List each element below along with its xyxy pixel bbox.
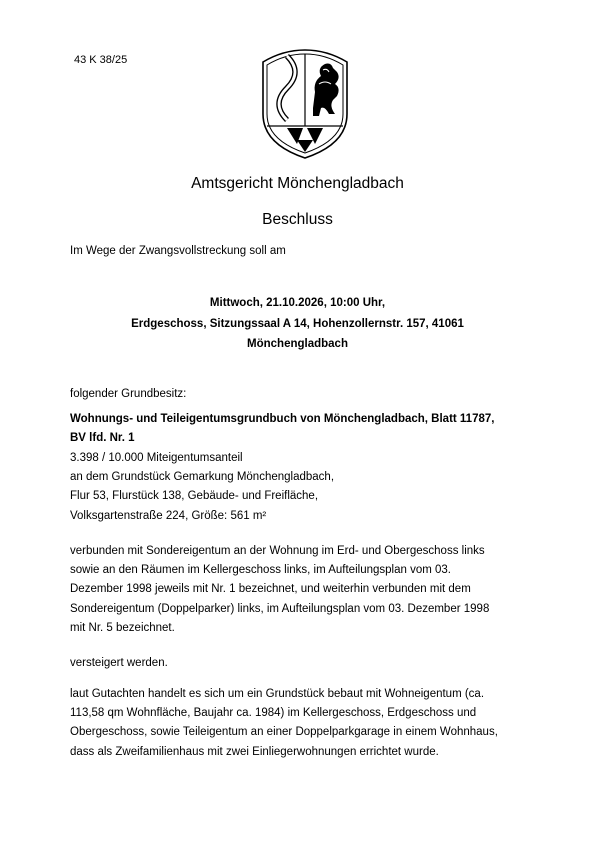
coat-of-arms-icon: [257, 44, 353, 160]
paragraph-line: laut Gutachten handelt es sich um ein Grundstück bebaut mit Wohneigentum (ca.: [70, 688, 485, 700]
appointment-block: [0, 293, 595, 355]
case-number: 43 K 38/25: [74, 54, 128, 66]
land-register-heading-line: BV lfd. Nr. 1: [70, 432, 135, 445]
appointment-date: Mittwoch, 21.10.2026, 10:00 Uhr,: [209, 297, 386, 309]
property-description: [70, 449, 550, 526]
paragraph-line: Dezember 1998 jeweils mit Nr. 1 bezeichnet, und weiterhin verbunden mit dem: [70, 583, 471, 596]
paragraph-line: mit Nr. 5 bezeichnet.: [70, 621, 175, 634]
property-line: 3.398 / 10.000 Miteigentumsanteil: [70, 452, 243, 464]
land-register-heading-line: Wohnungs- und Teileigentumsgrundbuch von Mönchengladbach, Blatt 11787,: [70, 413, 495, 425]
special-ownership-paragraph: [70, 542, 550, 638]
property-line: Flur 53, Flurstück 138, Gebäude- und Freifläche,: [70, 490, 319, 503]
paragraph-line: Obergeschoss, sowie Teileigentum an einer Doppelparkgarage in einem Wohnhaus,: [70, 726, 498, 739]
property-line: an dem Grundstück Gemarkung Mönchengladbach,: [70, 471, 335, 484]
paragraph-line: Sondereigentum (Doppelparker) links, im Aufteilungsplan vom 03. Dezember 1998: [70, 602, 490, 615]
appointment-city: Mönchengladbach: [247, 338, 348, 350]
property-intro: folgender Grundbesitz:: [70, 388, 187, 400]
appraisal-paragraph: [70, 685, 550, 762]
appointment-location: Erdgeschoss, Sitzungssaal A 14, Hohenzollernstr. 157, 41061: [131, 317, 464, 330]
paragraph-line: sowie an den Räumen im Kellergeschoss links, im Aufteilungsplan vom 03.: [70, 564, 451, 577]
auction-statement: versteigert werden.: [70, 657, 168, 669]
land-register-heading: [70, 410, 550, 448]
intro-text: Im Wege der Zwangsvollstreckung soll am: [70, 245, 286, 257]
paragraph-line: verbunden mit Sondereigentum an der Wohnung im Erd- und Obergeschoss links: [70, 545, 485, 557]
court-name: Amtsgericht Mönchengladbach: [191, 175, 404, 192]
paragraph-line: dass als Zweifamilienhaus mit zwei Einliegerwohnungen errichtet wurde.: [70, 745, 439, 758]
document-type: Beschluss: [262, 211, 333, 228]
paragraph-line: 113,58 qm Wohnfläche, Baujahr ca. 1984) im Kellergeschoss, Erdgeschoss und: [70, 707, 477, 720]
property-line: Volksgartenstraße 224, Größe: 561 m²: [70, 509, 267, 522]
